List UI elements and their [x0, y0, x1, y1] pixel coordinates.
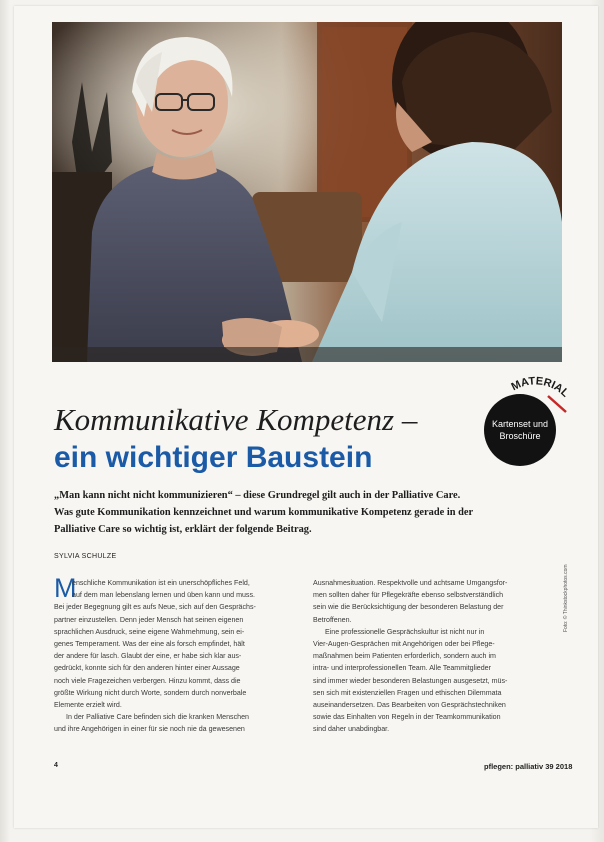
body-line: enschliche Kommunikation ist ein unerschöpfliches Feld, — [72, 579, 250, 587]
body-line: partner einzustellen. Denn jeder Mensch hat seinen eigenen — [54, 615, 244, 624]
body-line: noch viele Fragezeichen verbergen. Hinzu kommt, dass die — [54, 676, 241, 685]
author-byline: SYLVIA SCHULZE — [54, 553, 117, 560]
intro-paragraph — [54, 487, 534, 538]
body-line: men sollten daher für Pflegekräfte ebenso selbstverständlich — [313, 591, 504, 600]
body-line: und ihre Angehörigen in einer für sie noch nie da gewesenen — [54, 725, 245, 734]
badge-circle — [484, 394, 556, 466]
badge-arc-text: MATERIAL — [509, 375, 572, 400]
intro-line: Palliative Care so wichtig ist, erklärt der folgende Beitrag. — [54, 524, 312, 535]
body-line: sein wie die Berücksichtigung der besonderen Belastung der — [313, 603, 504, 612]
intro-line: Was gute Kommunikation kennzeichnet und warum kommunikative Kompetenz gerade in der — [54, 507, 474, 518]
body-line: genes Temperament. Was der eine als forsch empfindet, hält — [54, 640, 245, 649]
body-column-right — [313, 577, 567, 736]
body-line: auf dem man lebenslang lernen und üben kann und muss. — [72, 591, 255, 600]
body-line: Ausnahmesituation. Respektvolle und achtsame Umgangsfor- — [313, 579, 508, 587]
body-line: der andere für lasch. Glaubt der eine, er habe sich klar aus- — [54, 652, 242, 661]
body-line: sind daher unabdingbar. — [313, 725, 390, 734]
body-line: sen sich mit existenziellen Fragen und ethischen Dilemmata — [313, 688, 502, 697]
body-line: Elemente erzielt wird. — [54, 701, 122, 710]
body-line: Vier-Augen-Gesprächen mit Angehörigen oder bei Pflege- — [313, 640, 495, 649]
body-line: sind immer wieder besonderen Belastungen ausgesetzt, müs- — [313, 676, 508, 685]
page-number: 4 — [54, 762, 58, 769]
body-line: maßnahmen beim Patienten erforderlich, sondern auch im — [313, 652, 496, 661]
body-line: größte Wirkung nicht durch Worte, sondern durch nonverbale — [54, 688, 247, 697]
material-badge — [470, 368, 580, 468]
body-line: Eine professionelle Gesprächskultur ist nicht nur in — [325, 627, 485, 636]
body-line: sprachlichen Ausdruck, seine eigene Wahrnehmung, sein ei- — [54, 627, 245, 636]
body-line: auseinandersetzen. Das Bearbeiten von Gesprächstechniken — [313, 701, 506, 710]
body-column-left — [54, 573, 308, 736]
drop-cap: M — [54, 573, 77, 603]
article-photo — [52, 22, 562, 362]
photo-credit: Foto: © Thinkstockphotos.com — [563, 564, 569, 632]
body-line: sowie das Einhalten von Regeln in der Teamkommunikation — [313, 713, 501, 722]
headline-line2: ein wichtiger Baustein — [54, 441, 373, 474]
body-line: gedrückt, konnte sich für den anderen hinter einer Aussage — [54, 664, 240, 673]
badge-line1: Kartenset und — [491, 419, 549, 429]
intro-line: „Man kann nicht nicht kommunizieren“ – diese Grundregel gilt auch in der Palliative Care. — [54, 490, 461, 501]
badge-line2: Broschüre — [499, 431, 541, 441]
body-line: Betroffenen. — [313, 615, 352, 624]
body-line: Bei jeder Begegnung gilt es aufs Neue, sich auf den Gesprächs- — [54, 603, 256, 612]
issue-label: pflegen: palliativ 39 2018 — [484, 762, 573, 771]
headline-line1: Kommunikative Kompetenz – — [54, 402, 418, 437]
body-line: intra- und interprofessionellen Team. Alle Teammitglieder — [313, 664, 491, 673]
body-line: In der Palliative Care befinden sich die kranken Menschen — [66, 713, 249, 722]
